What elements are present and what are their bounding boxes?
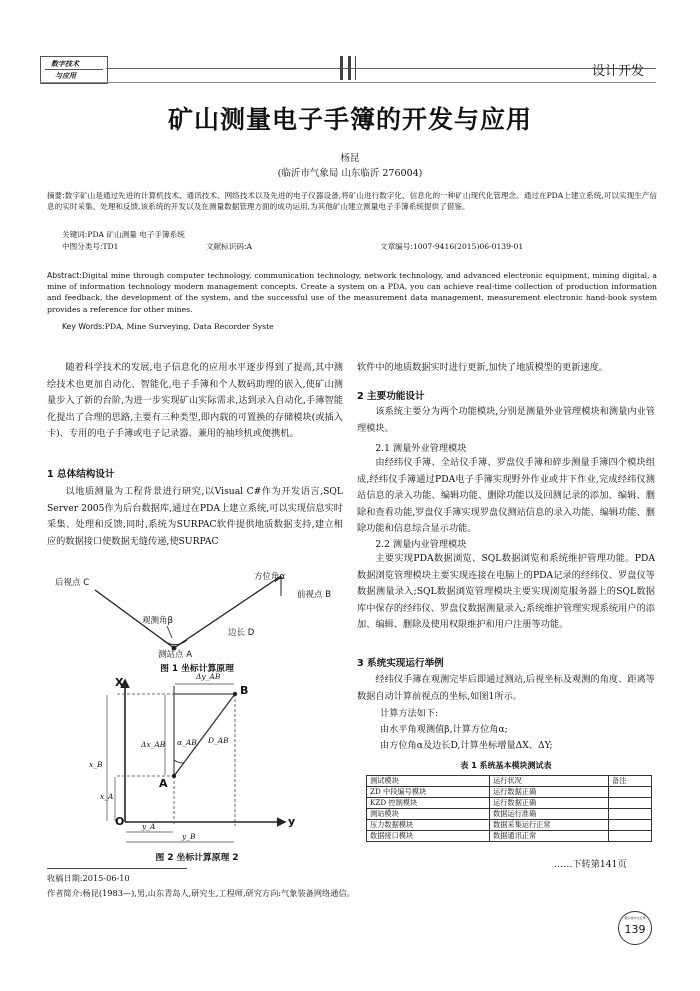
fig2-label-ya: y_A [142,822,156,831]
section-2-heading: 2 主要功能设计 [357,391,425,402]
fig2-label-b: B [240,684,249,697]
table-row [367,820,652,831]
table-cell: 数据通讯正常 [490,831,609,842]
fig2-label-yb: y_B [182,832,196,841]
section-2-1-heading: 2.1 测量外业管理模块 [375,443,467,454]
fig2-alpha-arc [174,760,184,763]
badge-text: 数字技术与应用 [624,916,646,920]
header-bottom-rule [40,82,656,83]
fig1-label-beta: 观测角β [142,616,173,626]
fig2-label-xa: x_A [100,792,114,801]
author-name: 杨昆 [340,153,360,164]
table-cell [609,809,652,820]
section-title: 设计开发 [592,64,645,79]
footnote-rule [47,868,187,869]
abstract-en-text: Digital mine through computer technology, communication technology, network technology, and advanced electronic equipment, mining digital, a mine of information technology modern management concepts. Create a system on a PDA, you can achieve real-time collection of production information and feedback, the development of the system, and the successful use of the measurement data management, measurement electronic hand-book system provides a reference for other mines. [47,271,657,314]
section-1-text: 以地质测量为工程背景进行研究,以Visual C#作为开发语言,SQL Server 2005作为后台数据库,通过在PDA上建立系统,可以实现信息实时采集、处理和反馈,同时,系统为SURPAC软件提供地质数据支持,建立相应的数据接口使数据无缝传递,使SURPAC [47,486,343,547]
fig2-label-dab: D_AB [208,736,229,745]
keywords-en-label: Key Words: [62,322,105,331]
continued-paragraph: 软件中的地质数据实时进行更新,加快了地质模型的更新速度。 [357,362,608,373]
fig1-beta-leader [167,626,172,638]
section-2-text: 该系统主要分为两个功能模块,分别是测量外业管理模块和测量内业管理模块。 [357,406,655,434]
table-header-cell: 备注 [609,776,652,787]
table-row [367,809,652,820]
keywords-en [62,322,274,331]
abstract-text: 数字矿山是通过先进的计算机技术、通讯技术、网络技术以及先进的电子仪器设备,将矿山进行数字化、信息化的一种矿山现代化管理念。通过在PDA上建立系统,可以实现生产信息的实时采集、处理和反馈,该系统的开发以及在测量数据管理方面的成功运用,为其他矿山建立测量电子手簿系统提供了借鉴。 [47,191,657,211]
table-1-caption: 表 1 系统基本模块测试表 [460,761,552,770]
section-2-2-heading: 2.2 测量内业管理模块 [375,539,467,550]
table-cell [609,820,652,831]
header-bars [340,56,360,80]
table-cell: 数据接口模块 [367,831,490,842]
calc-step-2: 由方位角α及边长D,计算坐标增量ΔX、ΔY; [380,740,553,751]
table-header-cell: 测试模块 [367,776,490,787]
page-number: 139 [624,923,646,936]
clc-label: 中图分类号: [62,242,103,251]
abstract-label: 摘要: [47,191,65,200]
fig2-label-dyab: Δy_AB [196,672,221,681]
table-cell: ZD 中段编号模块 [367,787,490,798]
author-bio: 作者简介:杨昆(1983—),男,山东青岛人,研究生,工程师,研究方向:气象装备网络通信。 [47,888,355,898]
article-no-value: 1007-9416(2015)06-0139-01 [412,242,524,251]
table-cell: 运行数据正确 [490,798,609,809]
table-header-cell: 运行状况 [490,776,609,787]
figure-1 [47,568,347,658]
journal-name-line1: 数字技术 [51,60,79,68]
doc-code-value: A [246,242,253,251]
article-title: 矿山测量电子手簿的开发与应用 [167,105,532,134]
calc-method: 计算方法如下: [380,708,439,719]
keywords-text: PDA 矿山测量 电子手簿系统 [87,230,185,239]
fig2-label-y: y [288,815,296,828]
table-row [367,831,652,842]
figure-2-caption: 图 2 坐标计算原理 2 [155,853,239,863]
author-affiliation: (临沂市气象局 山东临沂 276004) [277,168,423,179]
fig2-label-x: X [115,676,124,689]
section-2-1-text: 由经纬仪手簿、全站仪手簿、罗盘仪手簿和碎步测量手簿四个模块组成,经纬仪手簿通过PDA电子手簿实现野外作业或井下作业,完成经纬仪测站信息的录入功能、编辑功能、删除功能以及回测记录的添加、编辑、删除和查看功能,罗盘仪手簿实现罗盘仪测站信息的录入功能、编辑功能、删除功能和信息综合显示功能。 [357,457,655,535]
table-cell: 数据运行准确 [490,809,609,820]
fig2-label-xb: x_B [89,760,103,769]
table-row [367,787,652,798]
doc-code-label: 文献标识码: [206,242,247,251]
received-date: 收稿日期:2015-06-10 [47,873,130,883]
journal-logo [40,56,108,84]
fig1-label-a: 测站点 A [158,650,193,660]
header-rule [106,68,656,69]
table-cell: 压力数据模块 [367,820,490,831]
keywords-cn [62,229,185,240]
table-cell [609,787,652,798]
table-row [367,798,652,809]
section-2-2-text: 主要实现PDA数据浏览、SQL数据浏览和系统维护管理功能。PDA数据浏览管理模块主要实现连接在电脑上的PDA记录的经纬仪、罗盘仪等数据测量录入;SQL数据浏览管理模块主要实现浏览服务器上的SQL数据库中保存的经纬仪、罗盘仪数据测量录入;系统维护管理实现系统用户的添加、编辑、删除及使用权限维护和用户注册等功能。 [357,553,655,631]
figure-1-caption: 图 1 坐标计算原理 [160,664,234,674]
fig2-label-alpha: α_AB [177,738,197,747]
calc-step-1: 由水平角观测值β,计算方位角α; [380,724,508,735]
intro-paragraph: 随着科学技术的发展,电子信息化的应用水平逐步得到了提高,其中测绘技术也更加自动化、智能化,电子手簿和个人数码助理的嵌入,使矿山测量步入了新的台阶,为进一步实现矿山实际需求,达到录入自动化,手簿智能化提出了合理的思路,主要有三种类型,即内载的可置换的存储模块(或插入卡)、专用的电子手簿或电子记录器、兼用的袖珍机或便携机。 [47,362,343,440]
fig2-point-a [172,774,176,778]
keywords-en-text: PDA, Mine Surveying, Data Recorder Syste [104,322,274,331]
table-cell: 运行数据正确 [490,787,609,798]
section-1-heading: 1 总体结构设计 [47,469,115,480]
fig1-label-c: 后视点 C [55,578,90,588]
fig2-label-a: A [159,777,168,790]
article-no-label: 文章编号: [380,242,413,251]
abstract-cn [47,190,657,212]
continued-on-page: ……下转第141页 [554,859,627,870]
section-3-text: 经纬仪手簿在观测完毕后即通过测站,后视坐标及观测的角度、距离等数据自动计算前视点的坐标,如图1所示。 [357,674,655,702]
fig1-label-b: 前视点 B [297,590,332,600]
table-cell: 测站模块 [367,809,490,820]
table-header-row [367,776,652,787]
page-number-badge [618,911,652,945]
fig1-label-d: 边长 D [228,628,255,638]
section-3-heading: 3 系统实现运行举例 [357,658,444,669]
fig1-label-alpha: 方位角α [254,572,286,582]
fig2-point-b [233,692,237,696]
fig2-line-ab [174,694,235,776]
table-cell [609,798,652,809]
clc-value: TD1 [102,242,119,251]
classification-line [62,241,662,252]
abstract-en [47,270,657,315]
table-cell: KZD 控制模块 [367,798,490,809]
keywords-label: 关键词: [62,230,88,239]
fig2-label-o: O [115,815,125,828]
journal-name-line2: 与应用 [55,72,76,80]
fig2-label-dxab: Δx_AB [141,740,166,749]
module-test-table [366,775,652,842]
abstract-en-label: Abstract: [47,271,82,280]
table-cell: 数据采集运行正常 [490,820,609,831]
table-cell [609,831,652,842]
